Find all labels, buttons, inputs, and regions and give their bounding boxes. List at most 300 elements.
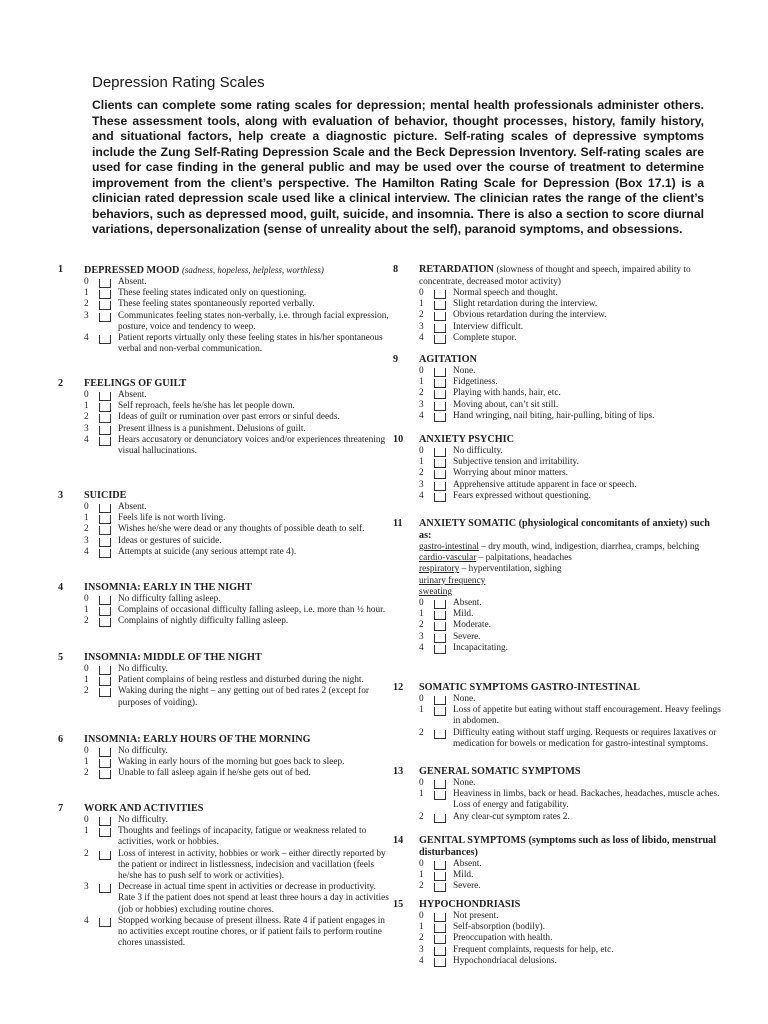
score-description: Fidgetiness. — [453, 377, 498, 388]
score-option[interactable] — [419, 694, 723, 705]
score-option[interactable] — [84, 768, 393, 779]
symptom-term: urinary frequency — [419, 575, 486, 586]
item-title — [84, 582, 393, 594]
score-description: Any clear-cut symptom rates 2. — [453, 811, 570, 822]
score-checkbox[interactable] — [96, 594, 118, 605]
score-description: Complete stupor. — [453, 332, 517, 343]
score-value: 0 — [84, 502, 89, 512]
score-option[interactable] — [419, 480, 723, 491]
score-value: 4 — [84, 546, 89, 557]
score-option[interactable] — [84, 435, 393, 457]
score-value: 2 — [84, 686, 89, 697]
score-checkbox[interactable] — [96, 524, 118, 535]
score-description: No difficulty. — [453, 446, 503, 456]
score-option[interactable] — [419, 789, 723, 811]
score-value: 1 — [419, 922, 424, 933]
score-value: 0 — [84, 746, 89, 756]
score-value: 3 — [419, 321, 424, 332]
score-description: Hears accusatory or denunciatory voices and/or experiences threatening visual hallucinations. — [118, 434, 386, 457]
score-value: 1 — [84, 757, 89, 768]
score-option[interactable] — [84, 277, 393, 288]
score-description: Complains of occasional difficulty falling asleep, i.e. more than ½ hour. — [118, 605, 386, 616]
item-number: 7 — [58, 803, 64, 814]
score-checkbox[interactable] — [431, 632, 453, 643]
score-description: Severe. — [453, 631, 481, 642]
score-checkbox[interactable] — [431, 400, 453, 411]
score-value: 1 — [419, 609, 424, 620]
score-value: 2 — [419, 620, 424, 631]
score-option[interactable] — [419, 933, 723, 944]
score-option[interactable] — [84, 916, 393, 950]
score-value: 1 — [84, 401, 89, 412]
score-option[interactable] — [419, 922, 723, 933]
item-title — [84, 378, 393, 390]
score-checkbox[interactable] — [96, 849, 118, 883]
score-option[interactable] — [419, 457, 723, 468]
score-description: Moderate. — [453, 620, 491, 631]
score-option[interactable] — [419, 310, 723, 321]
score-option[interactable] — [84, 849, 393, 883]
score-checkbox[interactable] — [96, 412, 118, 423]
scale-item — [393, 518, 723, 654]
score-description: Not present. — [453, 911, 499, 921]
score-checkbox[interactable] — [96, 664, 118, 675]
score-checkbox[interactable] — [431, 288, 453, 299]
score-option[interactable] — [419, 911, 723, 922]
score-checkbox[interactable] — [96, 513, 118, 524]
item-header — [393, 434, 723, 446]
item-title — [419, 835, 723, 859]
score-option[interactable] — [419, 288, 723, 299]
score-description: Complains of nightly difficulty falling asleep. — [118, 616, 289, 627]
score-description: Absent. — [118, 277, 147, 287]
symptom-term: gastro-intestinal — [419, 542, 479, 552]
score-checkbox[interactable] — [431, 870, 453, 881]
intro-paragraph: Clients can complete some rating scales for depression; mental health professionals administer others. These assessment tools, along with evaluation of behavior, thought processes, history, family history, and situational factors, help create a diagnostic picture. Self-rating scales of depressive symptoms include the Zung Self-Rating Depression Scale and the Beck Depression Inventory. Self-rating scales are used for case finding in the general public and may be used over the course of treatment to determine improvement from the client’s perspective. The Hamilton Rating Scale for Depression (Box 17.1) is a clinician rated depression scale used like a clinical interview. The clinician rates the range of the client’s behaviors, such as depressed mood, guilt, suicide, and insomnia. There is also a section to score diurnal variations, depersonalization (sense of unreality about the self), paranoid symptoms, and obsessions. — [92, 98, 704, 237]
score-checkbox[interactable] — [431, 322, 453, 333]
score-checkbox[interactable] — [431, 778, 453, 789]
score-value: 1 — [419, 870, 424, 881]
score-option[interactable] — [84, 333, 393, 355]
item-title-text: RETARDATION — [419, 264, 494, 275]
score-checkbox[interactable] — [96, 288, 118, 299]
score-option[interactable] — [419, 728, 723, 750]
score-value: 3 — [419, 944, 424, 955]
score-option[interactable] — [84, 524, 393, 535]
score-value: 0 — [419, 859, 424, 869]
score-description: Hand wringing, nail biting, hair-pulling, biting of lips. — [453, 410, 655, 421]
symptom-line — [419, 542, 723, 553]
score-value: 1 — [84, 513, 89, 524]
score-option[interactable] — [419, 956, 723, 967]
score-checkbox[interactable] — [431, 859, 453, 870]
score-value: 2 — [84, 412, 89, 423]
item-title-text: GENITAL SYMPTOMS (symptoms such as loss of libido, menstrual disturbances) — [419, 835, 717, 858]
score-option[interactable] — [84, 594, 393, 605]
score-option[interactable] — [84, 424, 393, 435]
score-checkbox[interactable] — [431, 694, 453, 705]
score-checkbox[interactable] — [96, 333, 118, 355]
score-description: Absent. — [118, 390, 147, 400]
score-option[interactable] — [419, 366, 723, 377]
score-description: Obvious retardation during the interview. — [453, 310, 607, 321]
scale-item — [393, 264, 723, 344]
score-description: Waking during the night – any getting out of bed rates 2 (except for purposes of voiding). — [118, 686, 369, 708]
score-checkbox[interactable] — [431, 789, 453, 811]
score-checkbox[interactable] — [96, 424, 118, 435]
score-description: Hypochondriacal delusions. — [453, 955, 557, 966]
score-option[interactable] — [419, 705, 723, 727]
score-checkbox[interactable] — [96, 435, 118, 457]
score-value: 3 — [84, 535, 89, 546]
score-option[interactable] — [84, 401, 393, 412]
score-checkbox[interactable] — [431, 705, 453, 727]
score-value: 2 — [84, 616, 89, 627]
item-header — [58, 582, 393, 594]
score-option[interactable] — [84, 299, 393, 310]
score-checkbox[interactable] — [431, 468, 453, 479]
scale-item — [393, 899, 723, 967]
score-description: Patient complains of being restless and disturbed during the night. — [118, 675, 364, 686]
item-title-text: INSOMNIA: EARLY IN THE NIGHT — [84, 582, 252, 593]
score-checkbox[interactable] — [431, 377, 453, 388]
score-option[interactable] — [419, 643, 723, 654]
item-title — [84, 490, 393, 502]
item-title — [84, 264, 393, 277]
score-description: Absent. — [453, 859, 482, 869]
item-header — [393, 766, 723, 778]
score-value: 1 — [84, 288, 89, 299]
score-description: Mild. — [453, 609, 474, 620]
score-checkbox[interactable] — [431, 812, 453, 823]
score-description: Decrease in actual time spent in activities or decrease in productivity. Rate 3 if the patient does not spend at least three hours a day in activities (job or hobbies) excluding routine chores. — [118, 882, 389, 915]
score-option[interactable] — [84, 605, 393, 616]
score-checkbox[interactable] — [431, 299, 453, 310]
score-option[interactable] — [419, 322, 723, 333]
score-description: Moving about, can’t sit still. — [453, 399, 559, 410]
score-checkbox[interactable] — [431, 310, 453, 321]
score-option[interactable] — [84, 513, 393, 524]
item-title — [84, 803, 393, 815]
score-value: 0 — [419, 911, 424, 921]
score-description: Fears expressed without questioning. — [453, 490, 591, 501]
item-title — [419, 518, 723, 542]
score-description: Interview difficult. — [453, 321, 524, 332]
score-option[interactable] — [419, 945, 723, 956]
score-option[interactable] — [84, 675, 393, 686]
score-checkbox[interactable] — [431, 480, 453, 491]
score-description: Frequent complaints, requests for help, etc. — [453, 944, 614, 955]
score-description: Waking in early hours of the morning but goes back to sleep. — [118, 757, 345, 768]
score-description: No difficulty. — [118, 746, 168, 756]
score-option[interactable] — [419, 400, 723, 411]
score-value: 1 — [419, 789, 424, 800]
score-option[interactable] — [419, 411, 723, 422]
score-value: 4 — [84, 434, 89, 445]
score-checkbox[interactable] — [96, 311, 118, 333]
symptom-detail: – dry mouth, wind, indigestion, diarrhea, cramps, belching — [478, 542, 700, 552]
item-number: 6 — [58, 734, 64, 745]
score-checkbox[interactable] — [96, 502, 118, 513]
score-description: Thoughts and feelings of incapacity, fatigue or weakness related to activities, work or hobbies. — [118, 826, 367, 848]
item-header — [58, 264, 393, 277]
score-value: 3 — [419, 631, 424, 642]
score-description: Severe. — [453, 881, 481, 892]
score-description: These feeling states spontaneously reported verbally. — [118, 299, 315, 310]
score-checkbox[interactable] — [96, 675, 118, 686]
scale-item — [393, 835, 723, 893]
score-value: 1 — [419, 299, 424, 310]
item-number: 11 — [393, 518, 403, 529]
item-number: 10 — [393, 434, 404, 445]
item-title-text: ANXIETY PSYCHIC — [419, 434, 514, 445]
item-title-text: INSOMNIA: EARLY HOURS OF THE MORNING — [84, 734, 311, 745]
score-checkbox[interactable] — [431, 945, 453, 956]
score-description: None. — [453, 366, 476, 376]
score-option[interactable] — [84, 547, 393, 558]
item-title-text: SUICIDE — [84, 490, 127, 501]
score-checkbox[interactable] — [96, 746, 118, 757]
score-option[interactable] — [419, 632, 723, 643]
score-value: 2 — [419, 310, 424, 321]
score-option[interactable] — [419, 468, 723, 479]
score-option[interactable] — [419, 620, 723, 631]
scale-item — [58, 582, 393, 628]
score-description: Playing with hands, hair, etc. — [453, 388, 561, 399]
score-description: Loss of interest in activity, hobbies or work – either directly reported by the patient or indirect in listlessness, indecision and vacillation (feels he/she has to push self to work or activities). — [118, 848, 386, 882]
score-checkbox[interactable] — [96, 547, 118, 558]
score-checkbox[interactable] — [96, 390, 118, 401]
score-value: 2 — [84, 299, 89, 310]
score-checkbox[interactable] — [96, 536, 118, 547]
score-checkbox[interactable] — [96, 686, 118, 708]
score-checkbox[interactable] — [431, 598, 453, 609]
score-option[interactable] — [84, 686, 393, 708]
score-checkbox[interactable] — [431, 643, 453, 654]
score-checkbox[interactable] — [431, 411, 453, 422]
page-title: Depression Rating Scales — [92, 74, 265, 91]
score-option[interactable] — [419, 598, 723, 609]
item-title — [419, 682, 723, 694]
score-option[interactable] — [419, 299, 723, 310]
score-option[interactable] — [84, 390, 393, 401]
score-description: Subjective tension and irritability. — [453, 457, 579, 468]
score-value: 4 — [419, 332, 424, 343]
score-option[interactable] — [419, 812, 723, 823]
score-description: Self reproach, feels he/she has let people down. — [118, 401, 295, 412]
score-option[interactable] — [84, 746, 393, 757]
score-description: Patient reports virtually only these feeling states in his/her spontaneous verbal and non-verbal communication. — [118, 333, 383, 355]
item-title — [419, 766, 723, 778]
score-value: 0 — [419, 778, 424, 788]
score-value: 0 — [84, 664, 89, 674]
score-checkbox[interactable] — [431, 881, 453, 892]
score-description: Unable to fall asleep again if he/she gets out of bed. — [118, 768, 311, 779]
scale-item — [58, 490, 393, 558]
symptom-line — [419, 576, 723, 587]
score-checkbox[interactable] — [431, 911, 453, 922]
item-title-text: INSOMNIA: MIDDLE OF THE NIGHT — [84, 652, 262, 663]
score-description: Self-absorption (bodily). — [453, 922, 545, 933]
score-description: Preoccupation with health. — [453, 933, 553, 944]
score-option[interactable] — [419, 859, 723, 870]
item-description: (sadness, hopeless, helpless, worthless) — [181, 265, 324, 275]
item-title — [419, 354, 723, 366]
score-checkbox[interactable] — [96, 605, 118, 616]
score-value: 1 — [419, 457, 424, 468]
score-option[interactable] — [419, 333, 723, 344]
score-value: 2 — [419, 388, 424, 399]
score-value: 0 — [84, 815, 89, 825]
score-description: Mild. — [453, 870, 474, 881]
score-value: 0 — [419, 366, 424, 376]
item-header — [58, 652, 393, 664]
score-checkbox[interactable] — [431, 366, 453, 377]
scale-item — [58, 803, 393, 949]
score-option[interactable] — [84, 882, 393, 916]
score-value: 3 — [84, 882, 89, 893]
score-value: 1 — [419, 705, 424, 716]
scale-item — [393, 354, 723, 422]
score-description: Normal speech and thought. — [453, 288, 558, 298]
score-description: Attempts at suicide (any serious attempt rate 4). — [118, 546, 297, 557]
score-checkbox[interactable] — [431, 609, 453, 620]
score-description: No difficulty falling asleep. — [118, 594, 221, 604]
score-description: Absent. — [453, 598, 482, 609]
score-checkbox[interactable] — [431, 446, 453, 457]
score-checkbox[interactable] — [96, 768, 118, 779]
score-value: 1 — [84, 675, 89, 686]
item-header — [58, 378, 393, 390]
score-option[interactable] — [419, 778, 723, 789]
scale-item — [393, 434, 723, 502]
score-option[interactable] — [84, 826, 393, 848]
score-description: Stopped working because of present illness. Rate 4 if patient engages in no activities except routine chores, or if patient fails to perform routine chores unassisted. — [118, 915, 385, 949]
score-option[interactable] — [419, 388, 723, 399]
score-checkbox[interactable] — [431, 728, 453, 750]
item-header — [393, 835, 723, 859]
score-description: Loss of appetite but eating without staff encouragement. Heavy feelings in abdomen. — [453, 705, 721, 727]
item-title — [419, 264, 723, 288]
score-checkbox[interactable] — [96, 299, 118, 310]
score-value: 4 — [419, 955, 424, 966]
score-checkbox[interactable] — [96, 916, 118, 950]
score-checkbox[interactable] — [431, 620, 453, 631]
score-value: 0 — [419, 694, 424, 704]
scale-item — [58, 264, 393, 355]
score-option[interactable] — [84, 815, 393, 826]
item-title-text: WORK AND ACTIVITIES — [84, 803, 204, 814]
score-option[interactable] — [84, 664, 393, 675]
score-checkbox[interactable] — [431, 922, 453, 933]
score-option[interactable] — [419, 446, 723, 457]
item-header — [58, 734, 393, 746]
score-checkbox[interactable] — [431, 933, 453, 944]
score-value: 1 — [419, 377, 424, 388]
item-header — [58, 490, 393, 502]
item-header — [393, 518, 723, 542]
score-option[interactable] — [84, 288, 393, 299]
score-checkbox[interactable] — [431, 956, 453, 967]
score-value: 4 — [84, 333, 89, 344]
item-header — [393, 682, 723, 694]
item-header — [393, 354, 723, 366]
item-title-text: FEELINGS OF GUILT — [84, 378, 187, 389]
item-number: 2 — [58, 378, 64, 389]
item-header — [393, 899, 723, 911]
score-description: These feeling states indicated only on questioning. — [118, 288, 307, 299]
score-value: 0 — [419, 288, 424, 298]
scale-item — [58, 378, 393, 457]
score-option[interactable] — [84, 311, 393, 333]
score-option[interactable] — [419, 377, 723, 388]
score-option[interactable] — [419, 870, 723, 881]
score-value: 2 — [84, 848, 89, 859]
score-checkbox[interactable] — [96, 882, 118, 916]
score-value: 0 — [419, 446, 424, 456]
score-value: 3 — [419, 479, 424, 490]
score-checkbox[interactable] — [96, 815, 118, 826]
score-value: 2 — [84, 768, 89, 779]
score-value: 0 — [84, 277, 89, 287]
score-checkbox[interactable] — [431, 457, 453, 468]
score-value: 0 — [84, 390, 89, 400]
score-option[interactable] — [84, 616, 393, 627]
score-description: Worrying about minor matters. — [453, 468, 568, 479]
score-checkbox[interactable] — [431, 491, 453, 502]
score-description: Slight retardation during the interview. — [453, 299, 598, 310]
score-checkbox[interactable] — [96, 826, 118, 848]
symptom-term: sweating — [419, 586, 453, 597]
score-checkbox[interactable] — [96, 277, 118, 288]
score-value: 3 — [84, 310, 89, 321]
score-value: 2 — [419, 811, 424, 822]
score-description: Apprehensive attitude apparent in face or speech. — [453, 479, 637, 490]
score-checkbox[interactable] — [96, 401, 118, 412]
score-description: Difficulty eating without staff urging. Requests or requires laxatives or medication for bowels or medication for gastro-intestinal symptoms. — [453, 727, 717, 749]
symptom-line — [419, 564, 723, 575]
score-option[interactable] — [419, 609, 723, 620]
score-option[interactable] — [84, 757, 393, 768]
score-description: Wishes he/she were dead or any thoughts of possible death to self. — [118, 524, 365, 535]
score-value: 3 — [84, 423, 89, 434]
score-option[interactable] — [419, 491, 723, 502]
score-option[interactable] — [84, 502, 393, 513]
item-title-text: GENERAL SOMATIC SYMPTOMS — [419, 766, 581, 777]
score-option[interactable] — [84, 536, 393, 547]
symptom-detail: – hyperventilation, sighing — [459, 564, 562, 575]
score-checkbox[interactable] — [96, 616, 118, 627]
score-value: 1 — [84, 826, 89, 837]
score-description: Absent. — [118, 502, 147, 512]
score-description: Ideas of guilt or rumination over past errors or sinful deeds. — [118, 412, 340, 423]
score-description: Communicates feeling states non-verbally, i.e. through facial expression, posture, voice and tendency to weep. — [118, 310, 389, 332]
score-option[interactable] — [419, 881, 723, 892]
score-value: 4 — [84, 915, 89, 926]
score-option[interactable] — [84, 412, 393, 423]
score-checkbox[interactable] — [431, 333, 453, 344]
score-value: 4 — [419, 490, 424, 501]
item-header — [58, 803, 393, 815]
item-number: 1 — [58, 264, 64, 275]
score-value: 2 — [419, 933, 424, 944]
scale-item — [58, 734, 393, 780]
score-checkbox[interactable] — [431, 388, 453, 399]
symptom-term: respiratory — [419, 564, 460, 575]
score-value: 2 — [84, 524, 89, 535]
score-checkbox[interactable] — [96, 757, 118, 768]
scale-item — [393, 766, 723, 823]
